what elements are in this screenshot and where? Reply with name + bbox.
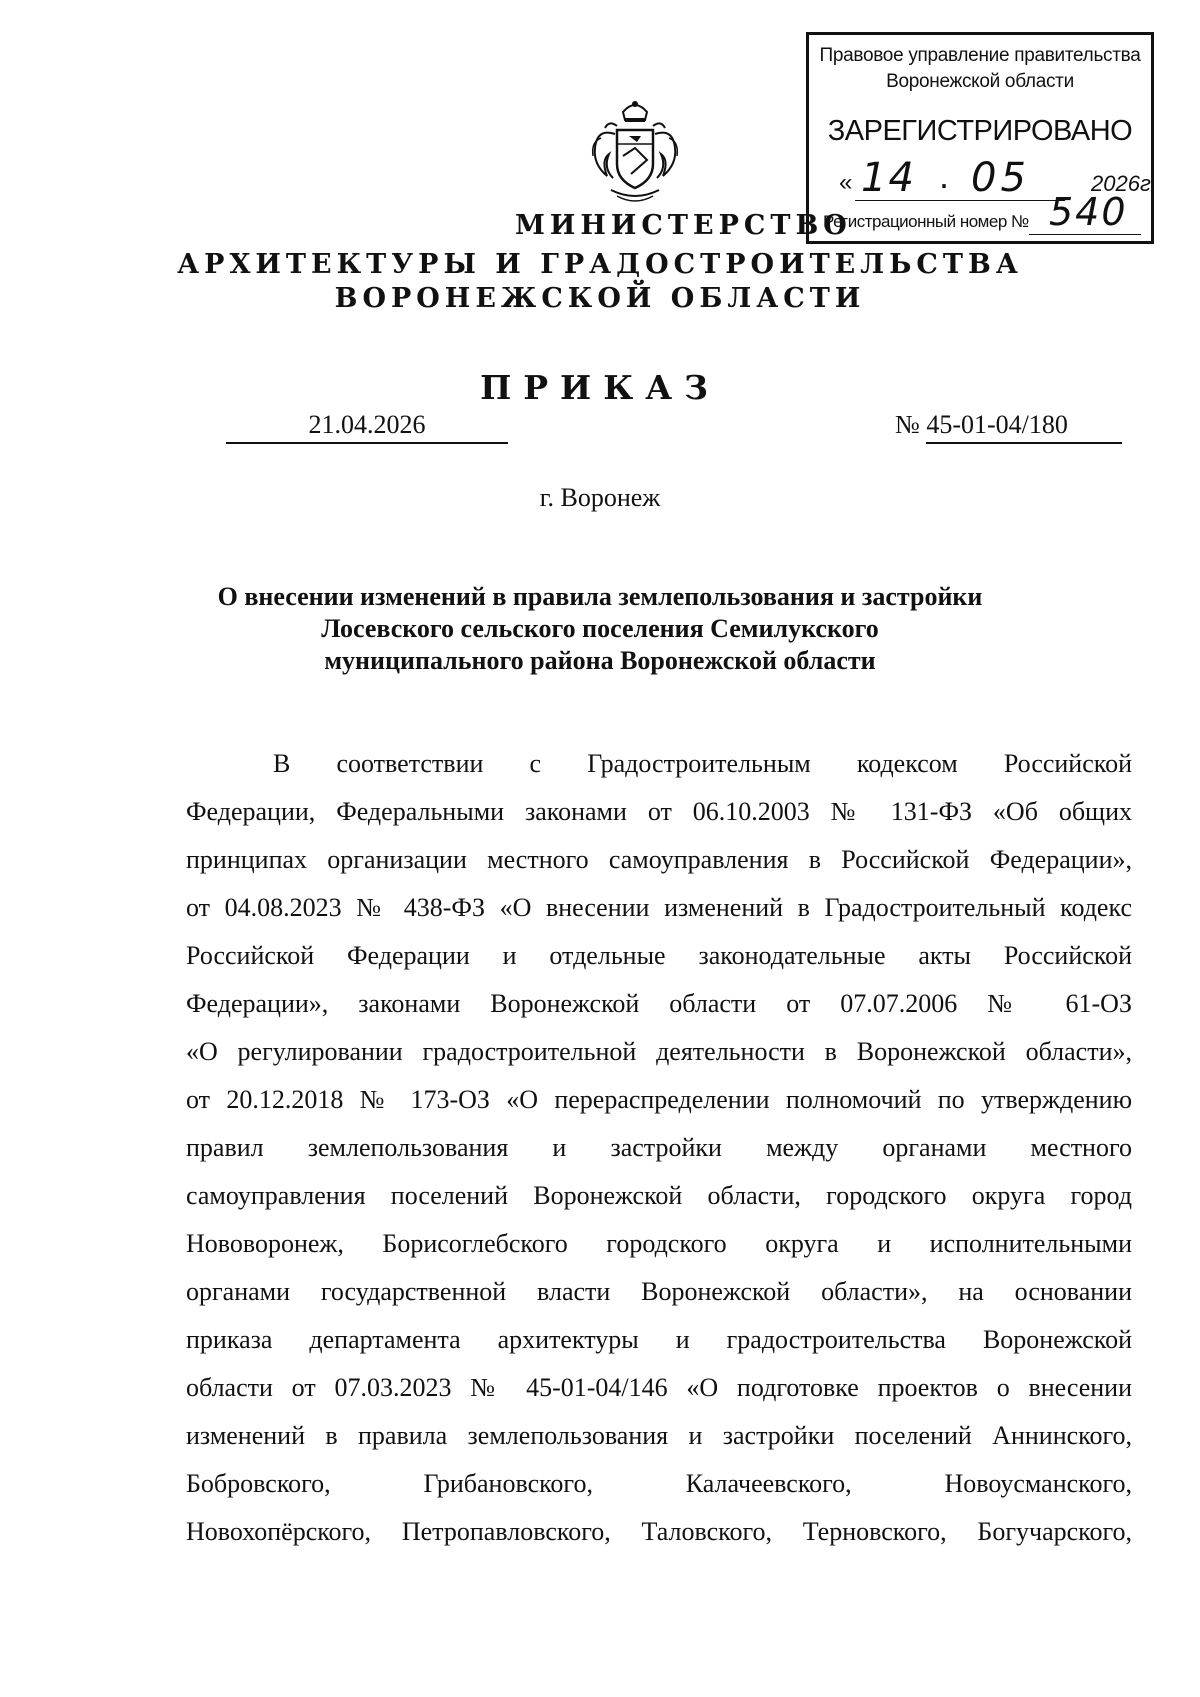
body-line xyxy=(186,1124,1132,1172)
body-line xyxy=(186,1508,1132,1556)
body-line-text: Бобровского, Грибановского, Калачеевского, Новоусманского, xyxy=(186,1469,1132,1498)
body-line xyxy=(186,1172,1132,1220)
stamp-date-quote: « xyxy=(839,169,853,196)
registration-stamp xyxy=(806,32,1157,244)
subject-line1: О внесении изменений в правила землепользования и застройки xyxy=(217,582,983,611)
stamp-registration-number: 540 xyxy=(1049,190,1128,234)
body-line xyxy=(186,1268,1132,1316)
stamp-date-dot: . xyxy=(939,155,950,196)
order-number-field xyxy=(895,410,1128,444)
stamp-year: 2026г. xyxy=(1091,171,1157,196)
body-line-text: Федерации, Федеральными законами от 06.10.2003 № 131-ФЗ «Об общих xyxy=(186,797,1132,826)
order-date: 21.04.2026 xyxy=(226,410,508,444)
number-sign: № xyxy=(895,410,920,439)
body-text xyxy=(186,740,1132,1556)
stamp-registration-label: Регистрационный номер № xyxy=(823,212,1029,231)
stamp-authority-line1: Правовое управление правительства xyxy=(819,45,1141,66)
body-line xyxy=(186,1412,1132,1460)
body-line-text: приказа департамента архитектуры и градостроительства Воронежской xyxy=(186,1325,1132,1354)
subject-line3: муниципального района Воронежской области xyxy=(324,646,876,675)
order-city: г. Воронеж xyxy=(539,483,661,512)
body-line-text: правил землепользования и застройки между органами местного xyxy=(186,1133,1132,1162)
body-line-text: органами государственной власти Воронежской области», на основании xyxy=(186,1277,1132,1306)
body-line xyxy=(186,932,1132,980)
body-line xyxy=(186,1460,1132,1508)
body-line xyxy=(186,836,1132,884)
body-line-text: самоуправления поселений Воронежской области, городского округа город xyxy=(186,1181,1132,1210)
body-line-text: изменений в правила землепользования и застройки поселений Аннинского, xyxy=(186,1421,1132,1450)
body-line xyxy=(186,1076,1132,1124)
stamp-day: 14 xyxy=(861,155,916,201)
body-line-text: принципах организации местного самоуправления в Российской Федерации», xyxy=(186,845,1132,874)
body-line-text: Нововоронеж, Борисоглебского городского округа и исполнительными xyxy=(186,1229,1132,1258)
stamp-date-underline xyxy=(855,200,1065,201)
document-type-title: ПРИКАЗ xyxy=(480,368,720,407)
ministry-name-line3: ВОРОНЕЖСКОЙ ОБЛАСТИ xyxy=(334,283,866,314)
stamp-status: ЗАРЕГИСТРИРОВАНО xyxy=(827,115,1133,147)
body-line-text: Российской Федерации и отдельные законодательные акты Российской xyxy=(186,941,1132,970)
body-line xyxy=(186,1220,1132,1268)
body-line xyxy=(186,740,1132,788)
order-number: 45-01-04/180 xyxy=(926,410,1122,444)
body-line-text: Федерации», законами Воронежской области от 07.07.2006 № 61-ОЗ xyxy=(186,989,1132,1018)
body-line xyxy=(186,788,1132,836)
subject-line2: Лосевского сельского поселения Семилукского xyxy=(321,614,879,643)
body-line xyxy=(186,1028,1132,1076)
body-line-text: В соответствии с Градостроительным кодексом Российской xyxy=(273,749,1132,778)
coat-of-arms-icon xyxy=(587,98,683,206)
body-line-text: от 04.08.2023 № 438-ФЗ «О внесении изменений в Градостроительный кодекс xyxy=(186,893,1132,922)
stamp-registration-underline xyxy=(1029,234,1141,235)
stamp-month: 05 xyxy=(971,155,1030,201)
body-line xyxy=(186,1364,1132,1412)
body-line xyxy=(186,980,1132,1028)
body-line-text: от 20.12.2018 № 173-ОЗ «О перераспределении полномочий по утверждению xyxy=(186,1085,1132,1114)
ministry-name-line2: АРХИТЕКТУРЫ И ГРАДОСТРОИТЕЛЬСТВА xyxy=(177,249,1023,280)
body-line-text: Новохопёрского, Петропавловского, Таловского, Терновского, Богучарского, xyxy=(186,1517,1132,1546)
ministry-name-line1: МИНИСТЕРСТВО xyxy=(515,210,852,241)
stamp-authority-line2: Воронежской области xyxy=(886,71,1074,92)
body-line xyxy=(186,1316,1132,1364)
body-line-text: области от 07.03.2023 № 45-01-04/146 «О подготовке проектов о внесении xyxy=(186,1373,1132,1402)
body-line xyxy=(186,884,1132,932)
body-line-text: «О регулировании градостроительной деятельности в Воронежской области», xyxy=(186,1037,1132,1066)
